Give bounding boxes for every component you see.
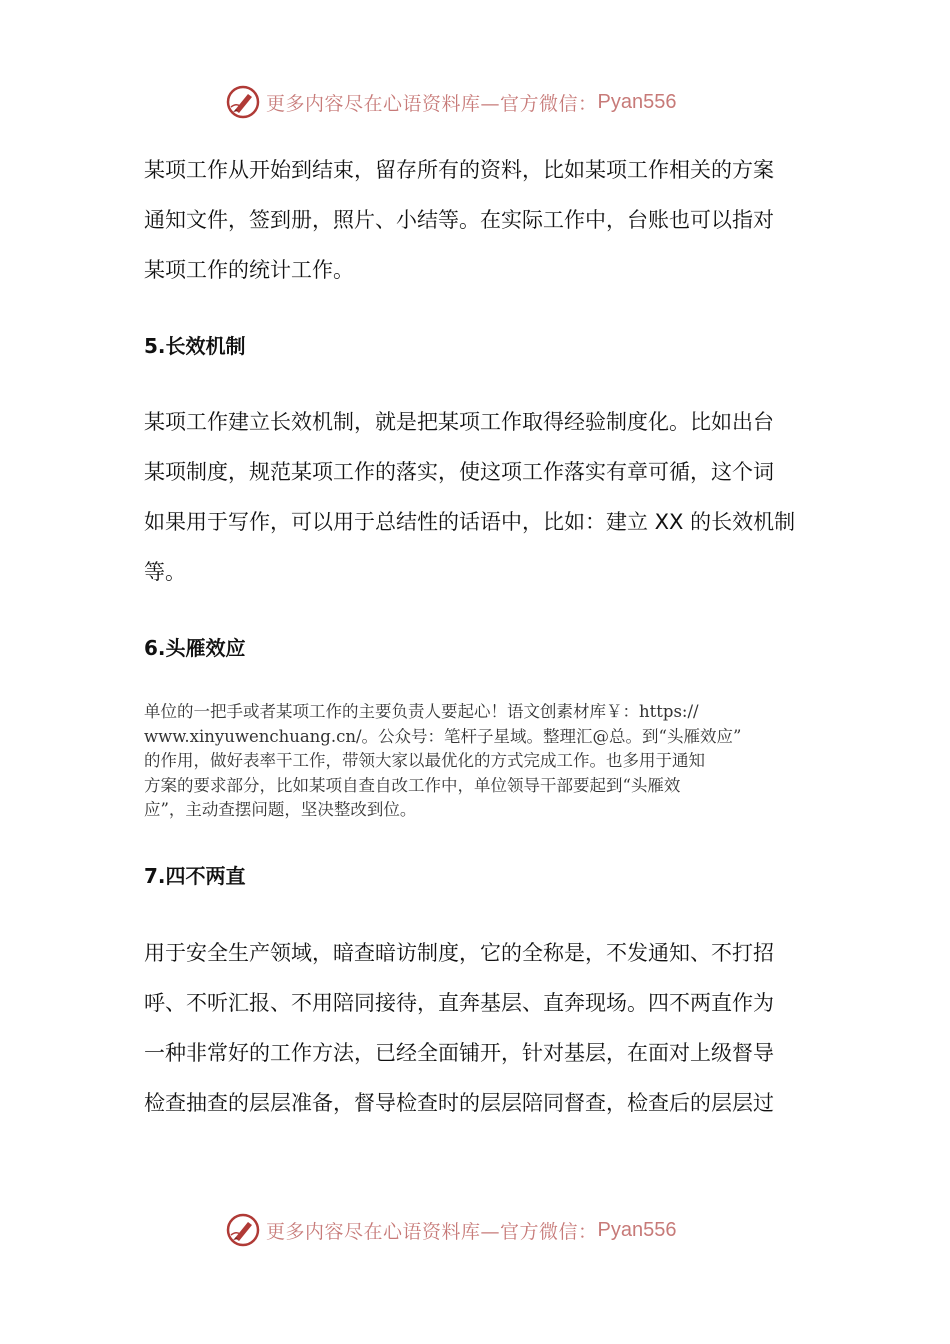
- paragraph-line: 应”，主动查摆问题，坚决整改到位。: [144, 800, 417, 820]
- paragraph-line: 等。: [144, 560, 186, 584]
- paragraph-line: 某项制度，规范某项工作的落实，使这项工作落实有章可循，这个词: [144, 460, 774, 484]
- footer-watermark: [226, 1210, 726, 1250]
- paragraph-line: 方案的要求部分，比如某项自查自改工作中，单位领导干部要起到“头雁效: [144, 775, 681, 795]
- watermark-wechat-id: Pyan556: [597, 90, 677, 113]
- section-5-heading-wrap: [144, 332, 824, 360]
- section-prev-body: [144, 145, 824, 295]
- pen-logo-icon: [226, 85, 260, 119]
- paragraph-line: 如果用于写作，可以用于总结性的话语中，比如：建立 XX 的长效机制: [144, 510, 796, 534]
- section-6-heading-wrap: [144, 634, 824, 662]
- paragraph-line: 检查抽查的层层准备，督导检查时的层层陪同督查，检查后的层层过: [144, 1091, 774, 1115]
- section-6-heading: 6.头雁效应: [144, 636, 246, 660]
- watermark-wechat-id: Pyan556: [597, 1218, 677, 1241]
- header-watermark: [226, 82, 726, 122]
- pen-logo-icon: [226, 1213, 260, 1247]
- section-5-heading: 5.长效机制: [144, 334, 246, 358]
- paragraph-line: 某项工作的统计工作。: [144, 258, 354, 282]
- paragraph-line: 用于安全生产领域，暗查暗访制度，它的全称是，不发通知、不打招: [144, 941, 774, 965]
- section-7-heading-wrap: [144, 862, 824, 890]
- paragraph-line: www.xinyuwenchuang.cn/。公众号：笔杆子星域。整理汇@总。到“头雁效应”: [144, 726, 742, 746]
- section-5-body: [144, 397, 824, 597]
- section-7-heading: 7.四不两直: [144, 864, 246, 888]
- watermark-text: 更多内容尽在心语资料库—官方微信：: [266, 92, 598, 115]
- paragraph-line: 的作用，做好表率干工作，带领大家以最优化的方式完成工作。也多用于通知: [144, 751, 705, 771]
- paragraph-line: 一种非常好的工作方法，已经全面铺开，针对基层，在面对上级督导: [144, 1041, 774, 1065]
- paragraph-line: 某项工作建立长效机制，就是把某项工作取得经验制度化。比如出台: [144, 410, 774, 434]
- section-7-body: [144, 928, 824, 1128]
- paragraph-line: 呼、不听汇报、不用陪同接待，直奔基层、直奔现场。四不两直作为: [144, 991, 774, 1015]
- section-6-body: [144, 700, 824, 823]
- watermark-text: 更多内容尽在心语资料库—官方微信：: [266, 1220, 598, 1243]
- paragraph-line: 通知文件，签到册，照片、小结等。在实际工作中，台账也可以指对: [144, 208, 774, 232]
- paragraph-line: 单位的一把手或者某项工作的主要负责人要起心！语文创素材库￥：https://: [144, 702, 699, 721]
- paragraph-line: 某项工作从开始到结束，留存所有的资料，比如某项工作相关的方案: [144, 158, 774, 182]
